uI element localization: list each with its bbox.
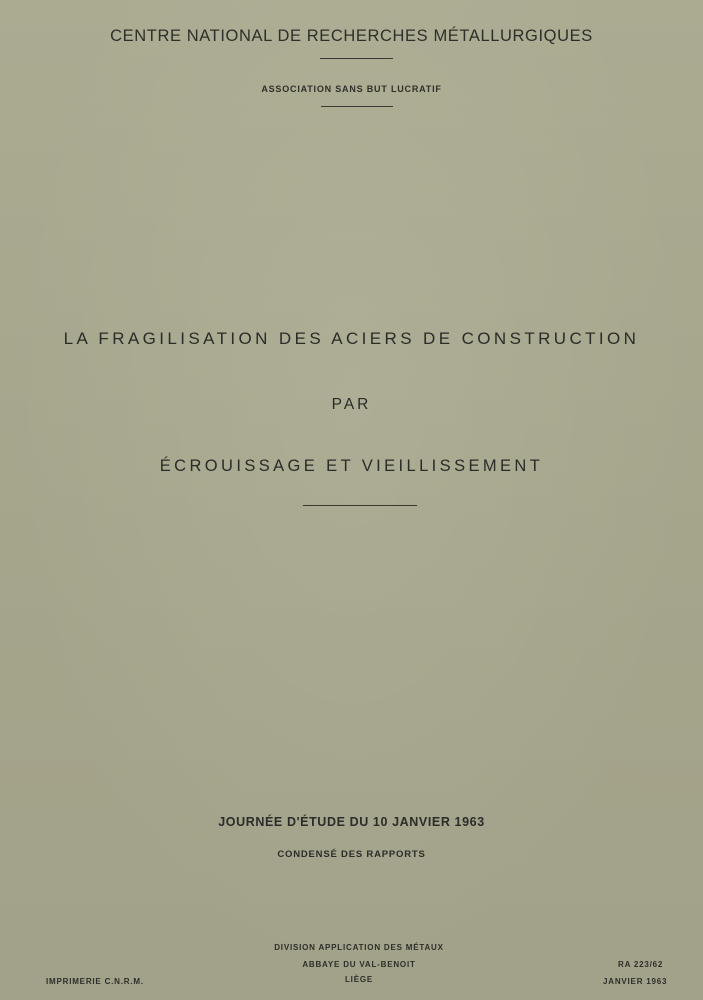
footer-division: DIVISION APPLICATION DES MÉTAUX (274, 943, 444, 952)
organization-name: CENTRE NATIONAL DE RECHERCHES MÉTALLURGIQUES (110, 27, 593, 45)
title-line-1: LA FRAGILISATION DES ACIERS DE CONSTRUCTION (63, 329, 640, 348)
footer-reference-code: RA 223/62 (618, 960, 664, 969)
header-divider-bottom (321, 106, 393, 107)
title-line-2: PAR (331, 396, 372, 413)
title-line-3: ÉCROUISSAGE ET VIEILLISSEMENT (159, 457, 544, 475)
event-date-line: JOURNÉE D'ÉTUDE DU 10 JANVIER 1963 (218, 815, 485, 829)
footer-city: LIÈGE (344, 975, 373, 984)
header-divider-top (320, 58, 393, 59)
footer-date: JANVIER 1963 (603, 977, 668, 986)
footer-printer: IMPRIMERIE C.N.R.M. (46, 977, 144, 986)
report-type: CONDENSÉ DES RAPPORTS (277, 849, 426, 860)
title-divider (303, 505, 417, 506)
footer-address: ABBAYE DU VAL-BENOIT (302, 960, 416, 969)
organization-status: ASSOCIATION SANS BUT LUCRATIF (261, 84, 442, 94)
